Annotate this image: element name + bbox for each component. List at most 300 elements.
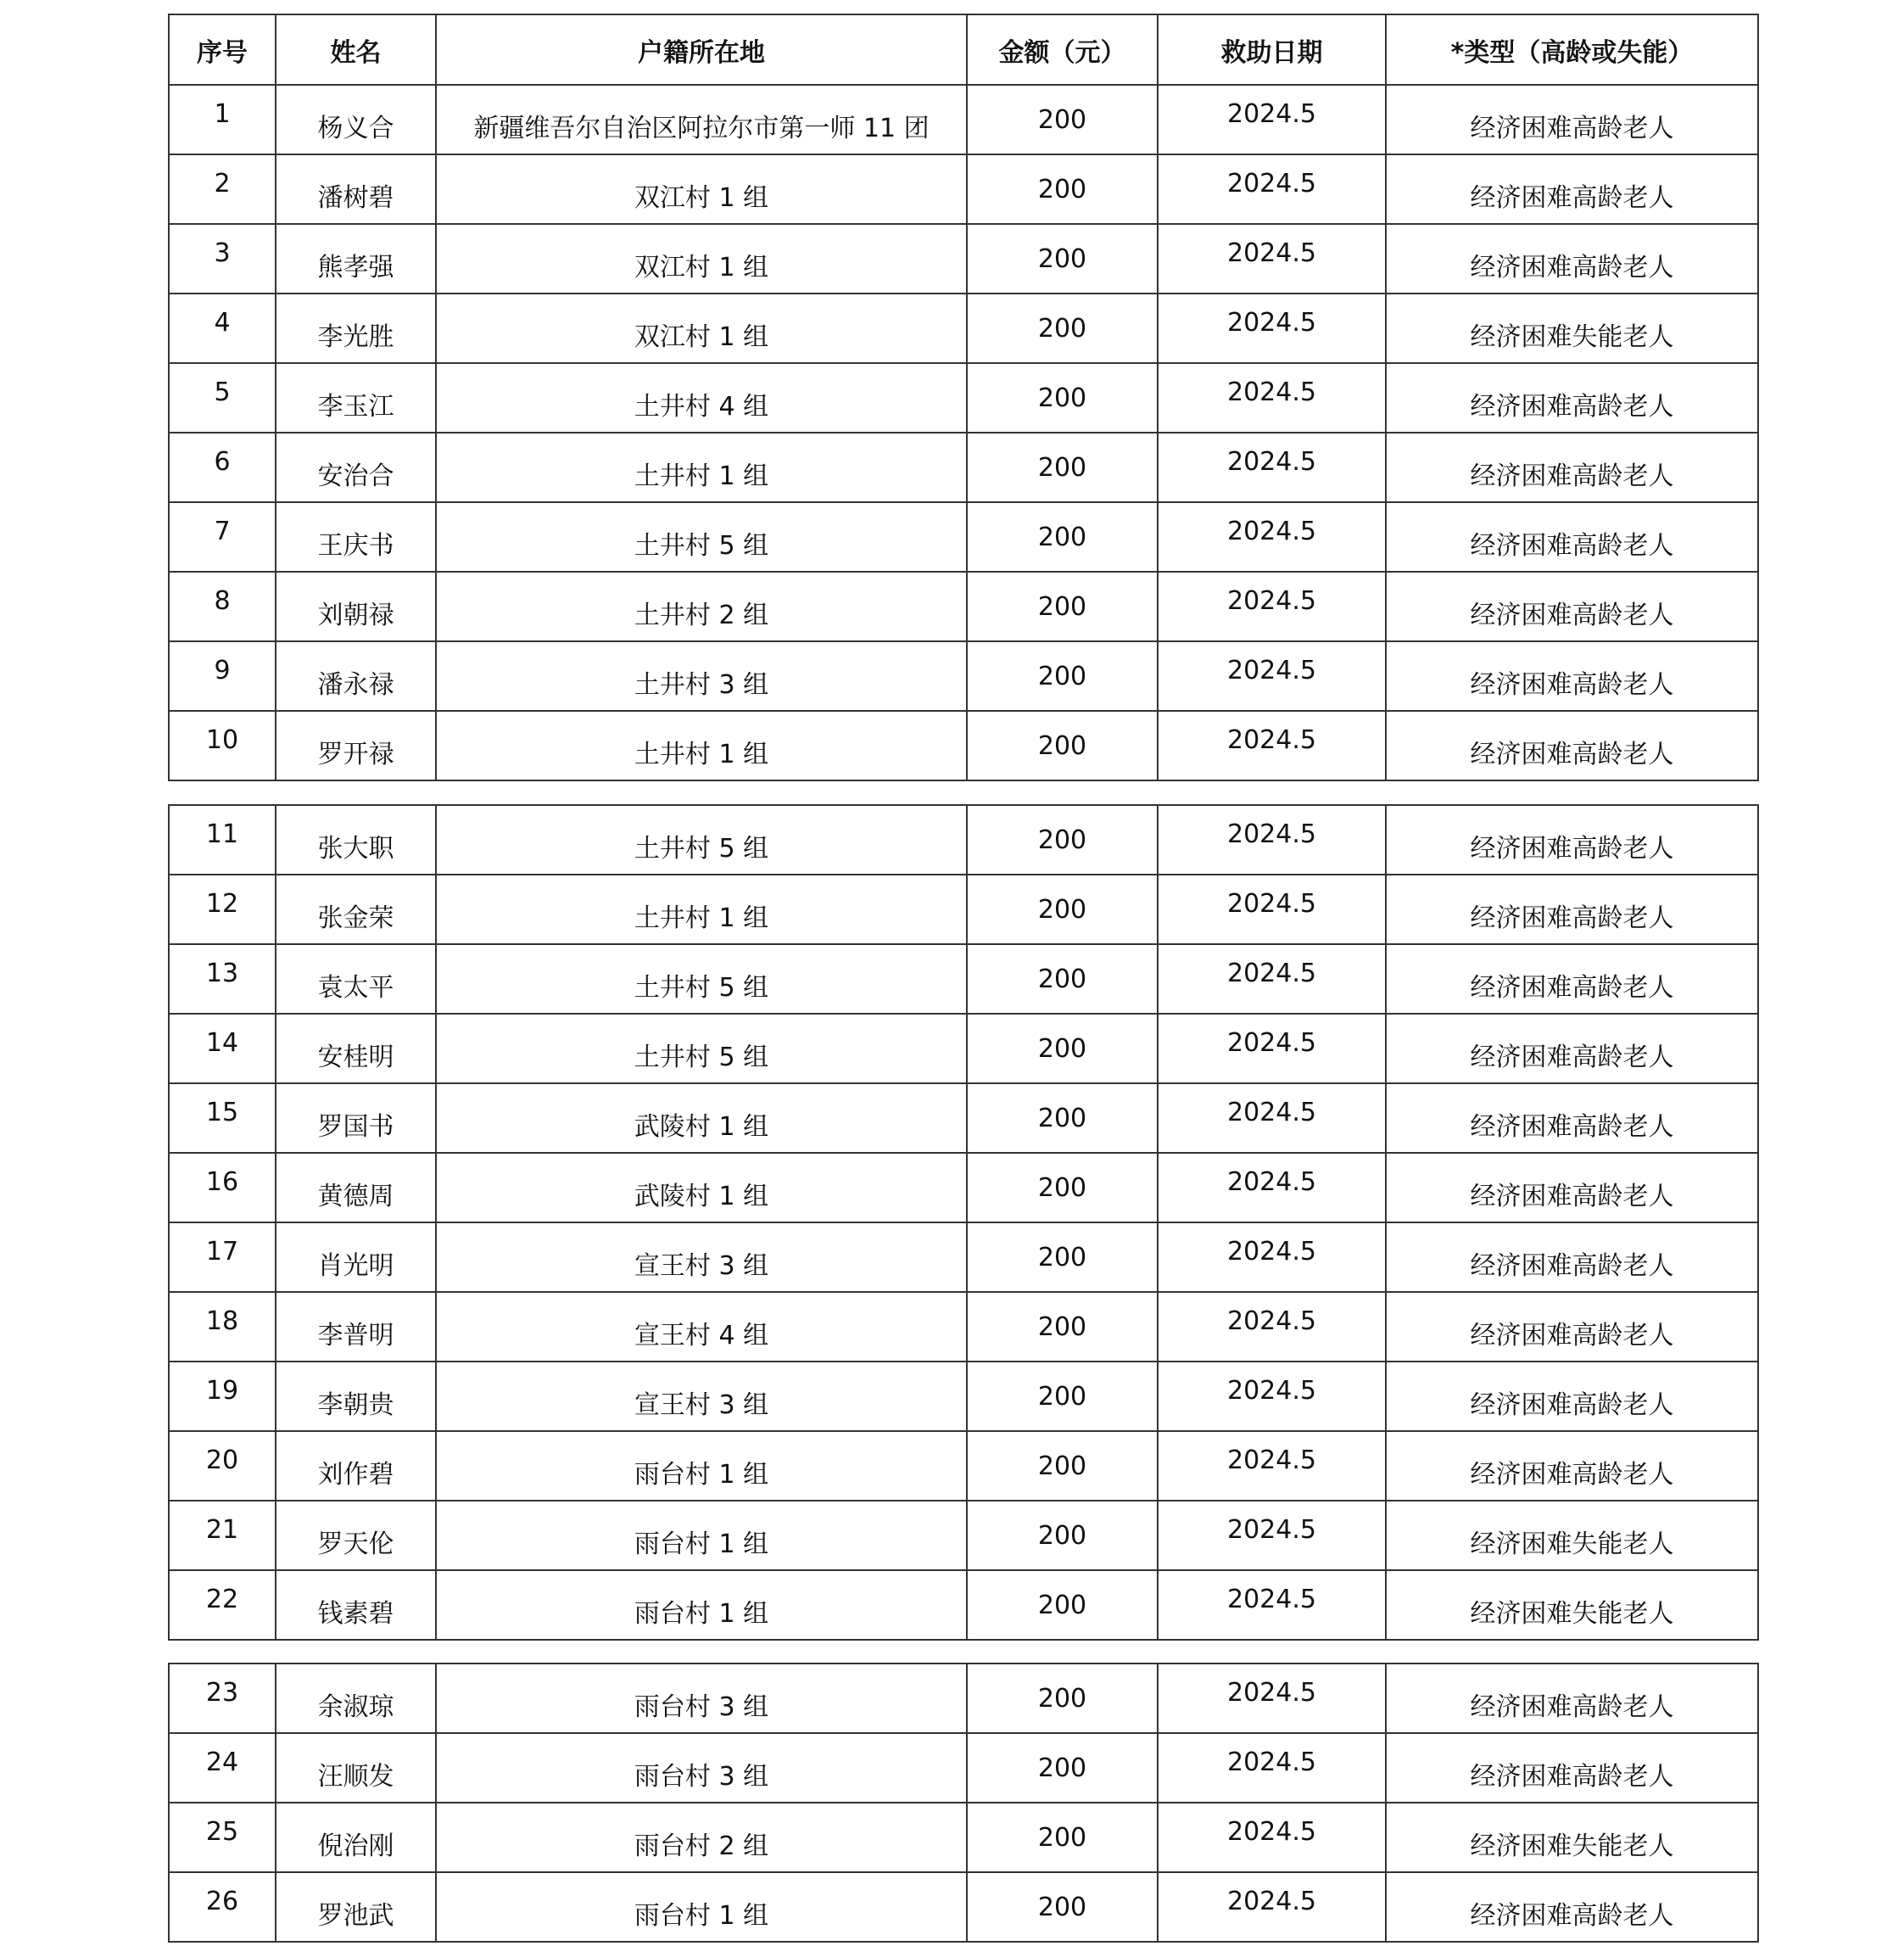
cell-amount xyxy=(967,1570,1158,1640)
table-row xyxy=(169,572,1758,641)
cell-serial-no-text: 25 xyxy=(205,1816,239,1847)
cell-name-text: 安桂明 xyxy=(317,1043,394,1072)
cell-amount xyxy=(967,1014,1158,1083)
cell-amount xyxy=(967,711,1158,780)
cell-name xyxy=(276,1664,436,1733)
table-row xyxy=(169,154,1758,224)
cell-amount xyxy=(967,85,1158,154)
cell-type-text: 经济困难高龄老人 xyxy=(1470,461,1674,491)
cell-relief-date xyxy=(1158,294,1386,363)
cell-relief-date xyxy=(1158,1872,1386,1942)
cell-type-text: 经济困难高龄老人 xyxy=(1470,1901,1674,1931)
cell-serial-no-text: 3 xyxy=(214,238,231,268)
cell-relief-date xyxy=(1158,1570,1386,1640)
cell-serial-no-text: 18 xyxy=(205,1306,239,1336)
cell-name-text: 刘作碧 xyxy=(317,1460,394,1490)
cell-type xyxy=(1386,433,1758,502)
cell-type-text: 经济困难高龄老人 xyxy=(1470,114,1674,143)
cell-household-registration-text: 土井村 4 组 xyxy=(634,392,769,422)
cell-type-text: 经济困难失能老人 xyxy=(1470,1529,1674,1559)
cell-amount-text: 200 xyxy=(1037,383,1087,413)
cell-name-text: 刘朝禄 xyxy=(317,601,394,630)
table-row xyxy=(169,641,1758,711)
cell-type xyxy=(1386,1292,1758,1362)
cell-relief-date xyxy=(1158,85,1386,154)
cell-name-text: 罗池武 xyxy=(317,1901,394,1931)
cell-type-text: 经济困难高龄老人 xyxy=(1470,531,1674,561)
cell-name-text: 罗天伦 xyxy=(317,1529,394,1559)
cell-relief-date-text: 2024.5 xyxy=(1227,1677,1316,1708)
table-block-3 xyxy=(168,1663,1757,1943)
cell-name xyxy=(276,1570,436,1640)
cell-amount-text: 200 xyxy=(1037,313,1087,344)
cell-name xyxy=(276,1733,436,1803)
cell-relief-date xyxy=(1158,363,1386,433)
cell-type xyxy=(1386,572,1758,641)
cell-amount xyxy=(967,572,1158,641)
cell-name xyxy=(276,1501,436,1570)
table-block-1 xyxy=(168,14,1757,781)
cell-serial-no-text: 5 xyxy=(214,377,231,407)
cell-serial-no-text: 2 xyxy=(214,168,231,199)
cell-serial-no xyxy=(169,1501,276,1570)
cell-amount xyxy=(967,1872,1158,1942)
cell-amount-text: 200 xyxy=(1037,1311,1087,1342)
cell-type-text: 经济困难高龄老人 xyxy=(1470,670,1674,700)
cell-amount xyxy=(967,1083,1158,1153)
cell-household-registration-text: 土井村 1 组 xyxy=(634,461,769,491)
cell-relief-date xyxy=(1158,502,1386,572)
cell-serial-no-text: 7 xyxy=(214,516,231,546)
cell-household-registration-text: 武陵村 1 组 xyxy=(634,1112,769,1142)
cell-relief-date xyxy=(1158,1431,1386,1501)
table-row xyxy=(169,1664,1758,1733)
cell-name xyxy=(276,1803,436,1872)
cell-household-registration xyxy=(436,1872,967,1942)
cell-name-text: 王庆书 xyxy=(317,531,394,561)
cell-name xyxy=(276,1014,436,1083)
cell-household-registration-text: 土井村 5 组 xyxy=(634,531,769,561)
cell-relief-date-text: 2024.5 xyxy=(1227,888,1316,919)
table-row xyxy=(169,1803,1758,1872)
table-row xyxy=(169,1570,1758,1640)
cell-household-registration xyxy=(436,944,967,1014)
cell-type xyxy=(1386,1733,1758,1803)
cell-household-registration xyxy=(436,1153,967,1222)
cell-serial-no-text: 10 xyxy=(205,724,239,755)
table-block-2 xyxy=(168,804,1757,1641)
cell-serial-no xyxy=(169,805,276,875)
table-header-row xyxy=(169,14,1758,85)
cell-type xyxy=(1386,224,1758,294)
cell-household-registration-text: 土井村 5 组 xyxy=(634,973,769,1003)
cell-serial-no-text: 9 xyxy=(214,655,231,685)
cell-relief-date-text: 2024.5 xyxy=(1227,98,1316,129)
cell-name-text: 李普明 xyxy=(317,1321,394,1350)
cell-amount-text: 200 xyxy=(1037,1822,1087,1853)
cell-serial-no-text: 23 xyxy=(205,1677,239,1708)
cell-serial-no xyxy=(169,1292,276,1362)
cell-name-text: 李光胜 xyxy=(317,322,394,352)
cell-serial-no-text: 8 xyxy=(214,585,231,616)
cell-household-registration xyxy=(436,85,967,154)
cell-household-registration xyxy=(436,502,967,572)
cell-name xyxy=(276,294,436,363)
cell-name-text: 罗国书 xyxy=(317,1112,394,1142)
table-row xyxy=(169,1431,1758,1501)
cell-type-text: 经济困难失能老人 xyxy=(1470,1599,1674,1629)
cell-type-text: 经济困难高龄老人 xyxy=(1470,392,1674,422)
cell-relief-date xyxy=(1158,875,1386,944)
cell-household-registration-text: 宣王村 3 组 xyxy=(634,1251,769,1281)
cell-name-text: 安治合 xyxy=(317,461,394,491)
cell-relief-date-text: 2024.5 xyxy=(1227,1236,1316,1267)
cell-relief-date xyxy=(1158,1153,1386,1222)
cell-relief-date xyxy=(1158,1292,1386,1362)
cell-serial-no xyxy=(169,363,276,433)
cell-type xyxy=(1386,1014,1758,1083)
cell-amount xyxy=(967,1501,1158,1570)
cell-serial-no-text: 1 xyxy=(214,98,231,129)
cell-household-registration-text: 宣王村 4 组 xyxy=(634,1321,769,1350)
cell-household-registration-text: 雨台村 1 组 xyxy=(634,1599,769,1629)
cell-type-text: 经济困难高龄老人 xyxy=(1470,740,1674,769)
table-row xyxy=(169,1292,1758,1362)
cell-household-registration xyxy=(436,224,967,294)
header-relief-date: 救助日期 xyxy=(1158,14,1386,85)
table-row xyxy=(169,1362,1758,1431)
cell-name-text: 罗开禄 xyxy=(317,740,394,769)
cell-type xyxy=(1386,1803,1758,1872)
cell-type xyxy=(1386,1083,1758,1153)
cell-serial-no xyxy=(169,1664,276,1733)
cell-name-text: 黄德周 xyxy=(317,1182,394,1211)
cell-amount xyxy=(967,944,1158,1014)
cell-household-registration xyxy=(436,154,967,224)
cell-household-registration-text: 土井村 1 组 xyxy=(634,740,769,769)
cell-name xyxy=(276,875,436,944)
cell-amount-text: 200 xyxy=(1037,1683,1087,1714)
header-name: 姓名 xyxy=(276,14,436,85)
cell-relief-date-text: 2024.5 xyxy=(1227,238,1316,268)
cell-relief-date xyxy=(1158,1733,1386,1803)
cell-amount xyxy=(967,363,1158,433)
cell-serial-no-text: 6 xyxy=(214,446,231,477)
cell-household-registration-text: 雨台村 1 组 xyxy=(634,1460,769,1490)
cell-type-text: 经济困难失能老人 xyxy=(1470,322,1674,352)
header-household-registration: 户籍所在地 xyxy=(436,14,967,85)
cell-amount-text: 200 xyxy=(1037,730,1087,761)
cell-household-registration xyxy=(436,572,967,641)
cell-name xyxy=(276,1153,436,1222)
cell-type xyxy=(1386,363,1758,433)
cell-amount-text: 200 xyxy=(1037,1103,1087,1133)
relief-table-part-2 xyxy=(168,804,1759,1641)
cell-household-registration-text: 土井村 5 组 xyxy=(634,1043,769,1072)
cell-serial-no xyxy=(169,1083,276,1153)
cell-household-registration xyxy=(436,1664,967,1733)
cell-household-registration xyxy=(436,363,967,433)
cell-name-text: 余淑琼 xyxy=(317,1692,394,1722)
cell-serial-no-text: 20 xyxy=(205,1445,239,1475)
cell-household-registration xyxy=(436,1014,967,1083)
cell-household-registration xyxy=(436,805,967,875)
cell-type-text: 经济困难失能老人 xyxy=(1470,1831,1674,1861)
cell-household-registration-text: 武陵村 1 组 xyxy=(634,1182,769,1211)
cell-name xyxy=(276,502,436,572)
cell-serial-no xyxy=(169,875,276,944)
cell-household-registration-text: 土井村 2 组 xyxy=(634,601,769,630)
cell-type xyxy=(1386,1501,1758,1570)
cell-serial-no xyxy=(169,1570,276,1640)
cell-relief-date-text: 2024.5 xyxy=(1227,1097,1316,1127)
cell-relief-date xyxy=(1158,711,1386,780)
cell-relief-date-text: 2024.5 xyxy=(1227,1375,1316,1406)
cell-amount-text: 200 xyxy=(1037,1172,1087,1203)
cell-type-text: 经济困难高龄老人 xyxy=(1470,1390,1674,1420)
cell-type-text: 经济困难高龄老人 xyxy=(1470,601,1674,630)
cell-serial-no-text: 11 xyxy=(205,819,239,849)
cell-amount xyxy=(967,1153,1158,1222)
cell-amount xyxy=(967,1431,1158,1501)
cell-household-registration xyxy=(436,1292,967,1362)
cell-household-registration-text: 双江村 1 组 xyxy=(634,183,769,213)
cell-amount-text: 200 xyxy=(1037,1753,1087,1783)
cell-amount-text: 200 xyxy=(1037,174,1087,204)
table-row xyxy=(169,1733,1758,1803)
cell-relief-date xyxy=(1158,572,1386,641)
cell-relief-date xyxy=(1158,1222,1386,1292)
cell-relief-date-text: 2024.5 xyxy=(1227,1886,1316,1916)
cell-relief-date xyxy=(1158,1014,1386,1083)
cell-name xyxy=(276,944,436,1014)
cell-household-registration-text: 土井村 3 组 xyxy=(634,670,769,700)
cell-serial-no-text: 12 xyxy=(205,888,239,919)
cell-type xyxy=(1386,711,1758,780)
cell-type xyxy=(1386,805,1758,875)
cell-type-text: 经济困难高龄老人 xyxy=(1470,1321,1674,1350)
cell-household-registration xyxy=(436,875,967,944)
cell-type-text: 经济困难高龄老人 xyxy=(1470,1762,1674,1792)
cell-amount-text: 200 xyxy=(1037,1451,1087,1481)
cell-household-registration-text: 双江村 1 组 xyxy=(634,253,769,282)
cell-type-text: 经济困难高龄老人 xyxy=(1470,253,1674,282)
table-row xyxy=(169,224,1758,294)
table-row xyxy=(169,502,1758,572)
cell-serial-no xyxy=(169,1153,276,1222)
cell-serial-no xyxy=(169,641,276,711)
cell-type xyxy=(1386,875,1758,944)
cell-type-text: 经济困难高龄老人 xyxy=(1470,903,1674,933)
cell-amount xyxy=(967,224,1158,294)
cell-relief-date-text: 2024.5 xyxy=(1227,1445,1316,1475)
table-row xyxy=(169,805,1758,875)
cell-amount-text: 200 xyxy=(1037,1590,1087,1620)
cell-serial-no-text: 19 xyxy=(205,1375,239,1406)
table-row xyxy=(169,85,1758,154)
cell-serial-no-text: 26 xyxy=(205,1886,239,1916)
table-row xyxy=(169,1222,1758,1292)
cell-household-registration-text: 双江村 1 组 xyxy=(634,322,769,352)
cell-amount xyxy=(967,502,1158,572)
cell-household-registration-text: 土井村 1 组 xyxy=(634,903,769,933)
cell-name-text: 袁太平 xyxy=(317,973,394,1003)
cell-type xyxy=(1386,154,1758,224)
cell-relief-date xyxy=(1158,1501,1386,1570)
cell-household-registration-text: 雨台村 3 组 xyxy=(634,1762,769,1792)
cell-serial-no xyxy=(169,1431,276,1501)
cell-name-text: 钱素碧 xyxy=(317,1599,394,1629)
cell-household-registration-text: 新疆维吾尔自治区阿拉尔市第一师 11 团 xyxy=(473,114,930,143)
cell-household-registration xyxy=(436,433,967,502)
cell-amount-text: 200 xyxy=(1037,661,1087,691)
cell-amount-text: 200 xyxy=(1037,1381,1087,1412)
cell-serial-no-text: 17 xyxy=(205,1236,239,1267)
relief-table-part-1 xyxy=(168,14,1759,781)
cell-serial-no xyxy=(169,1733,276,1803)
cell-name-text: 熊孝强 xyxy=(317,253,394,282)
cell-household-registration-text: 土井村 5 组 xyxy=(634,834,769,864)
cell-amount xyxy=(967,875,1158,944)
cell-serial-no-text: 4 xyxy=(214,307,231,338)
cell-name xyxy=(276,154,436,224)
cell-household-registration xyxy=(436,294,967,363)
cell-type xyxy=(1386,1664,1758,1733)
cell-relief-date-text: 2024.5 xyxy=(1227,307,1316,338)
cell-type-text: 经济困难高龄老人 xyxy=(1470,183,1674,213)
cell-amount-text: 200 xyxy=(1037,243,1087,274)
cell-household-registration xyxy=(436,1501,967,1570)
cell-name-text: 倪治刚 xyxy=(317,1831,394,1861)
cell-relief-date xyxy=(1158,944,1386,1014)
cell-serial-no-text: 22 xyxy=(205,1584,239,1614)
table-row xyxy=(169,1872,1758,1942)
cell-amount-text: 200 xyxy=(1037,964,1087,994)
cell-amount xyxy=(967,641,1158,711)
cell-amount xyxy=(967,1803,1158,1872)
table-row xyxy=(169,1014,1758,1083)
cell-serial-no xyxy=(169,944,276,1014)
cell-relief-date-text: 2024.5 xyxy=(1227,1747,1316,1777)
cell-relief-date-text: 2024.5 xyxy=(1227,585,1316,616)
cell-amount xyxy=(967,1222,1158,1292)
table-row xyxy=(169,433,1758,502)
cell-name xyxy=(276,805,436,875)
cell-household-registration-text: 雨台村 1 组 xyxy=(634,1901,769,1931)
cell-type xyxy=(1386,1362,1758,1431)
cell-relief-date xyxy=(1158,1664,1386,1733)
cell-amount-text: 200 xyxy=(1037,522,1087,552)
cell-amount xyxy=(967,433,1158,502)
cell-household-registration xyxy=(436,1362,967,1431)
cell-serial-no-text: 21 xyxy=(205,1514,239,1545)
cell-amount xyxy=(967,805,1158,875)
table-row xyxy=(169,875,1758,944)
cell-relief-date xyxy=(1158,805,1386,875)
cell-amount-text: 200 xyxy=(1037,1242,1087,1272)
cell-relief-date-text: 2024.5 xyxy=(1227,1584,1316,1614)
cell-amount-text: 200 xyxy=(1037,452,1087,483)
cell-amount xyxy=(967,1664,1158,1733)
cell-amount-text: 200 xyxy=(1037,1033,1087,1064)
table-row xyxy=(169,1501,1758,1570)
cell-household-registration xyxy=(436,1570,967,1640)
cell-name xyxy=(276,1362,436,1431)
cell-relief-date-text: 2024.5 xyxy=(1227,1166,1316,1197)
cell-relief-date-text: 2024.5 xyxy=(1227,377,1316,407)
cell-name xyxy=(276,85,436,154)
cell-household-registration-text: 宣王村 3 组 xyxy=(634,1390,769,1420)
cell-name-text: 杨义合 xyxy=(317,114,394,143)
cell-amount xyxy=(967,294,1158,363)
cell-serial-no-text: 15 xyxy=(205,1097,239,1127)
cell-name-text: 肖光明 xyxy=(317,1251,394,1281)
cell-relief-date-text: 2024.5 xyxy=(1227,516,1316,546)
cell-serial-no xyxy=(169,1872,276,1942)
cell-name-text: 张金荣 xyxy=(317,903,394,933)
cell-name xyxy=(276,1292,436,1362)
cell-serial-no xyxy=(169,572,276,641)
cell-amount xyxy=(967,1292,1158,1362)
cell-serial-no-text: 14 xyxy=(205,1027,239,1058)
cell-type-text: 经济困难高龄老人 xyxy=(1470,1460,1674,1490)
cell-name-text: 潘树碧 xyxy=(317,183,394,213)
cell-household-registration xyxy=(436,1431,967,1501)
cell-serial-no xyxy=(169,224,276,294)
cell-serial-no-text: 13 xyxy=(205,958,239,988)
cell-relief-date xyxy=(1158,154,1386,224)
cell-type xyxy=(1386,85,1758,154)
table-row xyxy=(169,711,1758,780)
cell-relief-date-text: 2024.5 xyxy=(1227,958,1316,988)
cell-relief-date-text: 2024.5 xyxy=(1227,1027,1316,1058)
cell-household-registration xyxy=(436,641,967,711)
table-row xyxy=(169,294,1758,363)
cell-type-text: 经济困难高龄老人 xyxy=(1470,834,1674,864)
cell-relief-date-text: 2024.5 xyxy=(1227,655,1316,685)
cell-amount xyxy=(967,1733,1158,1803)
cell-household-registration xyxy=(436,711,967,780)
header-serial-no: 序号 xyxy=(169,14,276,85)
cell-relief-date-text: 2024.5 xyxy=(1227,724,1316,755)
cell-amount xyxy=(967,154,1158,224)
cell-amount-text: 200 xyxy=(1037,894,1087,925)
cell-serial-no xyxy=(169,711,276,780)
cell-household-registration xyxy=(436,1803,967,1872)
cell-type xyxy=(1386,1431,1758,1501)
cell-amount-text: 200 xyxy=(1037,1892,1087,1922)
cell-name xyxy=(276,1222,436,1292)
cell-name-text: 张大职 xyxy=(317,834,394,864)
cell-serial-no xyxy=(169,433,276,502)
cell-type xyxy=(1386,1153,1758,1222)
header-type: *类型（高龄或失能） xyxy=(1386,14,1758,85)
cell-name xyxy=(276,1872,436,1942)
cell-type-text: 经济困难高龄老人 xyxy=(1470,1182,1674,1211)
cell-serial-no-text: 16 xyxy=(205,1166,239,1197)
cell-relief-date-text: 2024.5 xyxy=(1227,1816,1316,1847)
table-row xyxy=(169,1153,1758,1222)
cell-relief-date-text: 2024.5 xyxy=(1227,446,1316,477)
cell-name xyxy=(276,572,436,641)
cell-name xyxy=(276,433,436,502)
cell-name xyxy=(276,641,436,711)
cell-type xyxy=(1386,502,1758,572)
cell-relief-date xyxy=(1158,1803,1386,1872)
cell-type-text: 经济困难高龄老人 xyxy=(1470,1043,1674,1072)
cell-relief-date xyxy=(1158,1083,1386,1153)
cell-relief-date-text: 2024.5 xyxy=(1227,1514,1316,1545)
